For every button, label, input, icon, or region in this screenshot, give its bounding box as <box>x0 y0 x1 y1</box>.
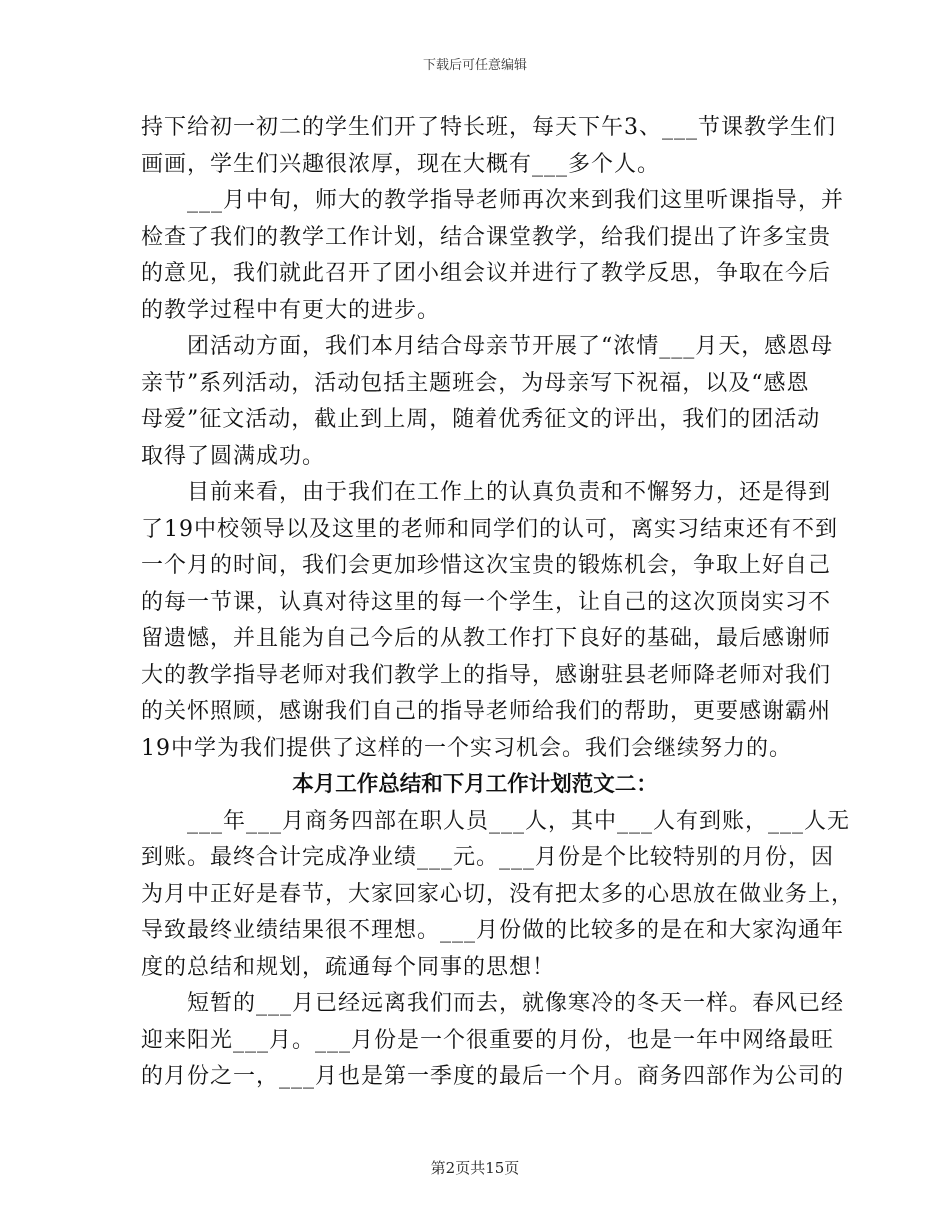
page-header: 下载后可任意编辑 <box>422 58 527 73</box>
paragraph-start: 团活动方面，我们本月结合母亲节开展了“浓情___月天，感恩母 <box>187 334 834 359</box>
text-line: 度的总结和规划，疏通每个同事的思想！ <box>141 954 556 980</box>
text-line: 母爱”征文活动，截止到上周，随着优秀征文的评出，我们的团活动 <box>141 407 821 432</box>
text-line: 一个月的时间，我们会更加珍惜这次宝贵的锻炼机会，争取上好自己 <box>141 553 832 578</box>
text-line: 为月中正好是春节，大家回家心切，没有把太多的心思放在做业务上， <box>141 881 855 907</box>
paragraph-start: ___年___月商务四部在职人员___人，其中___人有到账，___人无 <box>187 808 851 834</box>
paragraph-start: 目前来看，由于我们在工作上的认真负责和不懈努力，还是得到 <box>187 480 832 505</box>
text-line: 留遗憾，并且能为自己今后的从教工作打下良好的基础，最后感谢师 <box>141 626 832 651</box>
text-line: 到账。最终合计完成净业绩___元。___月份是个比较特别的月份，因 <box>141 845 835 870</box>
section-heading: 本月工作总结和下月工作计划范文二： <box>292 772 658 797</box>
document-body <box>141 110 855 1096</box>
text-line: 的每一节课，认真对待这里的每一个学生，让自己的这次顶岗实习不 <box>141 589 832 615</box>
text-line: 取得了圆满成功。 <box>141 443 326 469</box>
paragraph-start: ___月中旬，师大的教学指导老师再次来到我们这里听课指导，并 <box>187 188 845 213</box>
paragraph-start: 短暂的___月已经远离我们而去，就像寒冷的冬天一样。春风已经 <box>187 991 845 1016</box>
text-line: 19中学为我们提供了这样的一个实习机会。我们会继续努力的。 <box>141 735 792 761</box>
text-line: 的意见，我们就此召开了团小组会议并进行了教学反思，争取在今后 <box>141 261 832 286</box>
text-line: 了19中校领导以及这里的老师和同学们的认可，离实习结束还有不到 <box>141 516 838 542</box>
text-line: 大的教学指导老师对我们教学上的指导，感谢驻县老师降老师对我们 <box>141 662 832 688</box>
text-line: 迎来阳光___月。___月份是一个很重要的月份，也是一年中网络最旺 <box>141 1027 835 1053</box>
text-line: 的月份之一，___月也是第一季度的最后一个月。商务四部作为公司的 <box>141 1064 845 1089</box>
page-footer: 第2页共15页 <box>430 1159 520 1177</box>
text-line: 持下给初一初二的学生们开了特长班，每天下午3、___节课教学生们 <box>141 115 836 140</box>
text-line: 亲节”系列活动，活动包括主题班会，为母亲写下祝福，以及“感恩 <box>141 370 810 396</box>
text-line: 的关怀照顾，感谢我们自己的指导老师给我们的帮助，更要感谢霸州 <box>141 699 832 724</box>
text-line: 检查了我们的教学工作计划，结合课堂教学，给我们提出了许多宝贵 <box>141 224 832 250</box>
text-line: 的教学过程中有更大的进步。 <box>141 297 441 323</box>
text-line: 画画，学生们兴趣很浓厚，现在大概有___多个人。 <box>141 151 661 177</box>
text-line: 导致最终业绩结果很不理想。___月份做的比较多的是在和大家沟通年 <box>141 918 845 943</box>
